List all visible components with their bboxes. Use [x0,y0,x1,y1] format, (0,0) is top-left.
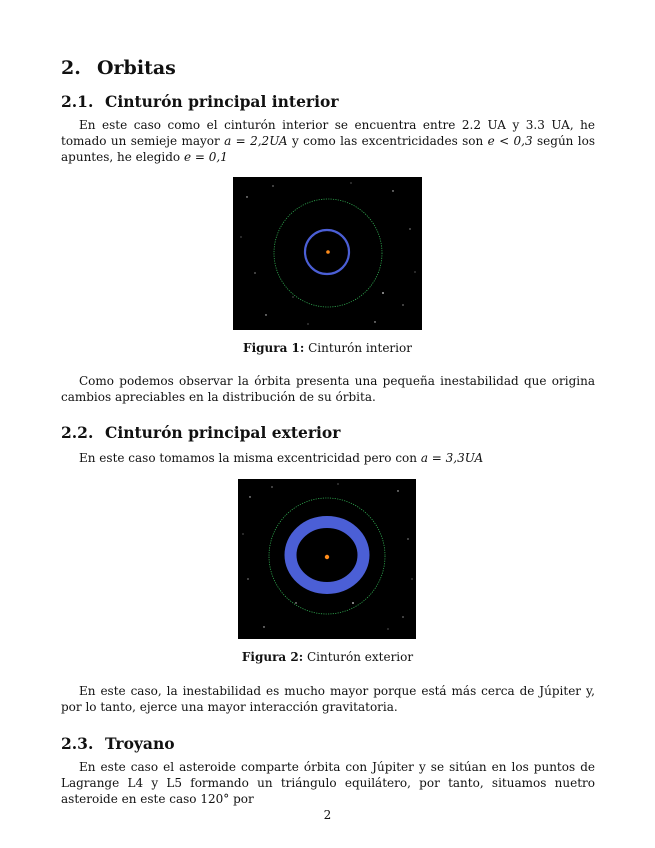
paragraph-trojan [61,759,595,808]
section-number: 2. [61,57,81,79]
math-eccentricity-bound: e < 0,3 [487,134,533,149]
subsection-title: Cinturón principal interior [105,92,339,111]
math-eccentricity-value: e = 0,1 [183,150,228,165]
text-run: En este caso como el cinturón interior se encuentra entre 2.2 UA y 3.3 UA, he tomado un semieje mayor [61,118,595,149]
orbit-plot-outer [238,479,416,639]
paragraph-text: En este caso el asteroide comparte órbita con Júpiter y se sitúan en los puntos de Lagrange L4 y L5 formando un triángulo equilátero, por tanto, situamos nuetro asteroide en este caso 120° por [61,760,595,807]
paragraph-inner-belt-intro [61,117,595,166]
paragraph-text: En este caso, la inestabilidad es mucho mayor porque está más cerca de Júpiter y, por lo tanto, ejerce una mayor interacción gravitatoria. [61,684,595,715]
text-run: según los apuntes, he elegido [61,134,595,165]
section-heading [61,57,176,79]
math-semimajor-axis: a = 2,2UA [224,134,288,149]
subsection-title: Cinturón principal exterior [105,423,341,442]
sun-marker [325,555,329,559]
page-number: 2 [323,808,332,822]
paragraph-text: Como podemos observar la órbita presenta una pequeña inestabilidad que origina cambios apreciables en la distribución de su órbita. [61,374,595,405]
subsection-heading-trojan [61,734,175,753]
subsection-title: Troyano [105,734,175,753]
section-title: Orbitas [97,57,176,79]
caption-label: Figura 1: [243,341,305,355]
caption-text: Cinturón exterior [306,650,414,664]
subsection-heading-inner-belt [61,92,338,111]
subsection-heading-outer-belt [61,423,340,442]
subsection-number: 2.2. [61,423,94,442]
figure-2-caption [0,650,655,664]
caption-text: Cinturón interior [308,341,412,355]
figure-1-image [233,177,422,330]
text-run: En este caso tomamos la misma excentricidad pero con [79,451,421,465]
caption-label: Figura 2: [241,650,304,664]
orbit-plot-inner [233,177,422,330]
paragraph-outer-belt-intro [61,450,595,466]
subsection-number: 2.3. [61,734,94,753]
figure-2-image [238,479,416,639]
paragraph-outer-belt-result [61,683,595,715]
math-semimajor-axis: a = 3,3UA [420,451,484,465]
text-run: y como las excentricidades son [287,134,488,149]
sun-marker [326,250,330,254]
figure-1-caption [0,341,655,355]
paragraph-inner-belt-result [61,373,595,405]
subsection-number: 2.1. [61,92,94,111]
